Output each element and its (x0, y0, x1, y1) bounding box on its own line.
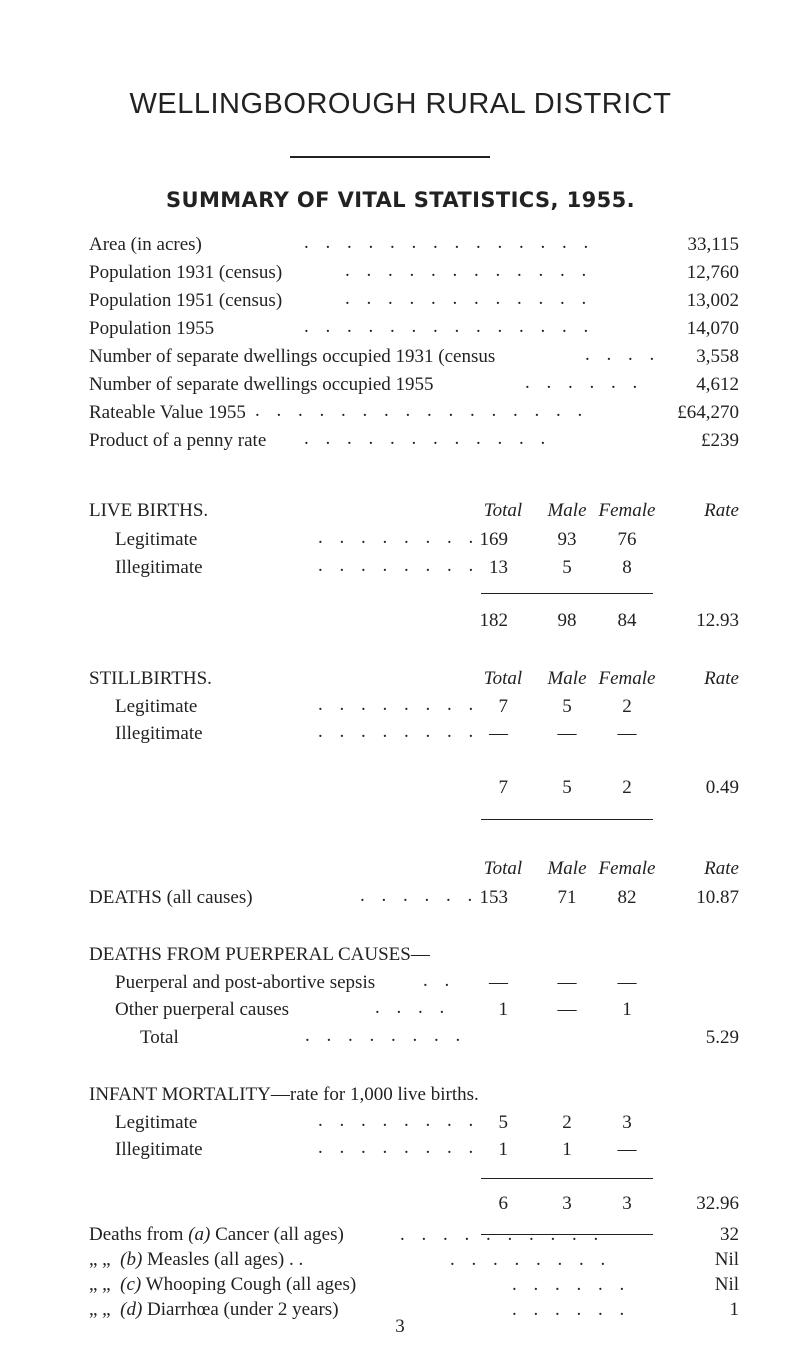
cell-rate: 10.87 (696, 887, 739, 908)
total-rule (481, 1178, 653, 1179)
summary-label: Rateable Value 1955 (89, 402, 246, 423)
row-label: Legitimate (115, 1112, 198, 1133)
summary-value: £64,270 (677, 402, 739, 423)
row-label: Illegitimate (115, 557, 203, 578)
header-total: Total (483, 500, 523, 521)
total-rule (481, 593, 653, 594)
row-label: Legitimate (115, 696, 198, 717)
summary-label: Number of separate dwellings occupied 1955 (89, 374, 434, 395)
cell-rate: 32.96 (696, 1193, 739, 1214)
cell-female: — (617, 1139, 637, 1160)
cell-female: — (617, 972, 637, 993)
page-number: 3 (395, 1316, 405, 1337)
header-male: Male (547, 668, 587, 689)
cell-female: 82 (617, 887, 637, 908)
ditto-mark: „ „ (89, 1274, 111, 1295)
cell-female: 2 (622, 696, 632, 717)
leader-dots: . . . . . . (512, 1274, 631, 1295)
cell-total: 182 (479, 610, 508, 631)
header-rate: Rate (704, 668, 739, 689)
subtitle: SUMMARY OF VITAL STATISTICS, 1955. (165, 188, 636, 212)
summary-value: £239 (701, 430, 739, 451)
summary-value: 13,002 (686, 290, 739, 311)
row-label: Other puerperal causes (115, 999, 290, 1020)
cell-male: 3 (562, 1193, 572, 1214)
cell-total: — (489, 723, 508, 744)
deaths-from-letter: (d) (120, 1299, 143, 1320)
live-births-heading: LIVE BIRTHS. (89, 500, 209, 521)
summary-label: Population 1951 (census) (89, 290, 283, 311)
header-female: Female (598, 858, 656, 879)
deaths-from-value: 32 (720, 1224, 739, 1245)
leader-dots: . . . . . . . . . . . . . . (304, 232, 595, 253)
total-label: Total (140, 1027, 179, 1048)
cell-total: 7 (498, 777, 508, 798)
leader-dots: . . . . . . . . (318, 1137, 480, 1158)
leader-dots: . . . . . . . . . . . . (304, 428, 552, 449)
cell-total: 7 (498, 696, 508, 717)
summary-label: Number of separate dwellings occupied 1931 (census (89, 346, 496, 367)
cell-male: 71 (557, 887, 577, 908)
cell-male: — (557, 723, 577, 744)
header-female: Female (598, 668, 656, 689)
ditto-mark: „ „ (89, 1299, 111, 1320)
summary-label: Population 1931 (census) (89, 262, 283, 283)
cell-female: 76 (617, 529, 637, 550)
header-male: Male (547, 500, 587, 521)
cell-female: 1 (622, 999, 632, 1020)
leader-dots: . . . . . . . . . . . . (345, 288, 593, 309)
cell-rate: 5.29 (705, 1027, 739, 1048)
leader-dots: . . . . (585, 344, 661, 365)
infant-heading: INFANT MORTALITY—rate for 1,000 live births. (89, 1084, 479, 1105)
summary-value: 12,760 (686, 262, 739, 283)
deaths-from-row (89, 1299, 339, 1321)
header-female: Female (598, 500, 656, 521)
summary-value: 3,558 (696, 346, 739, 367)
document-title: WELLINGBOROUGH RURAL DISTRICT (129, 88, 672, 120)
deaths-from-value: Nil (714, 1274, 739, 1295)
deaths-from-label: Cancer (all ages) (215, 1224, 344, 1245)
cell-total: 6 (498, 1193, 508, 1214)
cell-male: — (557, 999, 577, 1020)
leader-dots: . . . . . . . . (318, 694, 480, 715)
cell-male: 2 (562, 1112, 572, 1133)
cell-total: — (489, 972, 508, 993)
deaths-from-row (89, 1274, 356, 1296)
ditto-mark: „ „ (89, 1249, 111, 1270)
leader-dots: . . . . . . . . (318, 721, 480, 742)
deaths-from-label: Measles (all ages) . . (147, 1249, 304, 1270)
row-label: Puerperal and post-abortive sepsis (115, 972, 376, 993)
deaths-from-value: 1 (729, 1299, 739, 1320)
cell-total: 1 (498, 999, 508, 1020)
summary-value: 4,612 (696, 374, 739, 395)
cell-male: 5 (562, 696, 572, 717)
leader-dots: . . . . (375, 997, 451, 1018)
cell-male: 1 (562, 1139, 572, 1160)
puerperal-heading: DEATHS FROM PUERPERAL CAUSES— (89, 944, 430, 965)
cell-male: — (557, 972, 577, 993)
row-label: Legitimate (115, 529, 198, 550)
leader-dots: . . . . . . (525, 372, 644, 393)
leader-dots: . . . . . . (512, 1299, 631, 1320)
summary-label: Area (in acres) (89, 234, 202, 255)
deaths-from-prefix: Deaths from (89, 1224, 184, 1245)
header-total: Total (483, 858, 523, 879)
leader-dots: . . . . . . . . (318, 555, 480, 576)
cell-male: 93 (557, 529, 577, 550)
row-label: Illegitimate (115, 1139, 203, 1160)
deaths-from-letter: (a) (188, 1224, 211, 1245)
header-rate: Rate (704, 500, 739, 521)
title-underline (290, 156, 490, 158)
cell-total: 5 (498, 1112, 508, 1133)
cell-male: 5 (562, 777, 572, 798)
summary-value: 14,070 (686, 318, 739, 339)
deaths-from-value: Nil (714, 1249, 739, 1270)
cell-male: 98 (557, 610, 577, 631)
row-label: Illegitimate (115, 723, 203, 744)
leader-dots: . . . . . . . . . . . . . . (304, 316, 595, 337)
cell-female: 3 (622, 1193, 632, 1214)
cell-female: — (617, 723, 637, 744)
stillbirths-heading: STILLBIRTHS. (89, 668, 212, 689)
cell-total: 1 (498, 1139, 508, 1160)
deaths-from-row (89, 1249, 303, 1271)
cell-rate: 12.93 (696, 610, 739, 631)
cell-female: 3 (622, 1112, 632, 1133)
leader-dots: . . . . . . (360, 885, 479, 906)
header-rate: Rate (704, 858, 739, 879)
cell-female: 8 (622, 557, 632, 578)
leader-dots: . . (423, 970, 456, 991)
cell-total: 153 (479, 887, 508, 908)
leader-dots: . . . . . . . . . . . . . . . . (255, 400, 589, 421)
leader-dots: . . . . . . . . (318, 1110, 480, 1131)
header-total: Total (483, 668, 523, 689)
deaths-label: DEATHS (all causes) (89, 887, 253, 908)
header-male: Male (547, 858, 587, 879)
leader-dots: . . . . . . . . . . . . (345, 260, 593, 281)
deaths-from-letter: (c) (120, 1274, 142, 1295)
summary-value: 33,115 (687, 234, 739, 255)
deaths-from-label: Whooping Cough (all ages) (145, 1274, 357, 1295)
cell-female: 84 (617, 610, 637, 631)
leader-dots: . . . . . . . . (305, 1025, 467, 1046)
leader-dots: . . . . . . . . (318, 527, 480, 548)
leader-dots: . . . . . . . . (450, 1249, 612, 1270)
cell-rate: 0.49 (705, 777, 739, 798)
total-rule (481, 819, 653, 820)
deaths-from-letter: (b) (120, 1249, 143, 1270)
leader-dots: . . . . . . . . . . (400, 1224, 605, 1245)
cell-total: 169 (479, 529, 508, 550)
cell-female: 2 (622, 777, 632, 798)
cell-total: 13 (489, 557, 508, 578)
cell-male: 5 (562, 557, 572, 578)
summary-label: Product of a penny rate (89, 430, 267, 451)
deaths-from-row (89, 1224, 344, 1246)
summary-label: Population 1955 (89, 318, 215, 339)
deaths-from-label: Diarrhœa (under 2 years) (147, 1299, 339, 1320)
